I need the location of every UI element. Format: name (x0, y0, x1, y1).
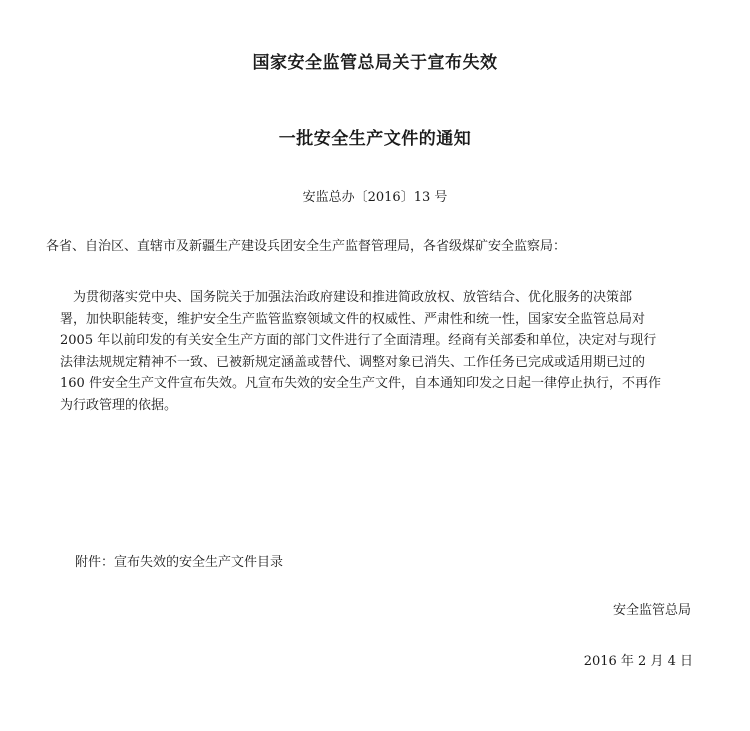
document-date: 2016 年 2 月 4 日 (583, 654, 693, 669)
body-line: 为贯彻落实党中央、国务院关于加强法治政府建设和推进简政放权、放管结合、优化服务的决策部 (73, 290, 633, 305)
body-line: 为行政管理的依据。 (60, 397, 178, 413)
body-line: 160 件安全生产文件宣布失效。凡宣布失效的安全生产文件，自本通知印发之日起一律停止执行，不再作 (60, 376, 661, 391)
document-title-line2: 一批安全生产文件的通知 (278, 129, 472, 149)
body-line: 法律法规规定精神不一致、已被新规定涵盖或替代、调整对象已消失、工作任务已完成或适用期已过的 (60, 354, 646, 370)
body-paragraph (60, 287, 696, 416)
signature: 安全监管总局 (612, 603, 691, 618)
body-line: 2005 年以前印发的有关安全生产方面的部门文件进行了全面清理。经商有关部委和单位，决定对与现行 (60, 333, 657, 348)
document-number: 安监总办〔2016〕13 号 (302, 190, 448, 205)
attachment-note: 附件：宣布失效的安全生产文件目录 (75, 555, 284, 570)
salutation: 各省、自治区、直辖市及新疆生产建设兵团安全生产监督管理局，各省级煤矿安全监察局： (46, 239, 567, 254)
body-line: 署，加快职能转变，维护安全生产监管监察领域文件的权威性、严肃性和统一性，国家安全监管总局对 (60, 311, 646, 327)
document-title-line1: 国家安全监管总局关于宣布失效 (252, 53, 498, 73)
